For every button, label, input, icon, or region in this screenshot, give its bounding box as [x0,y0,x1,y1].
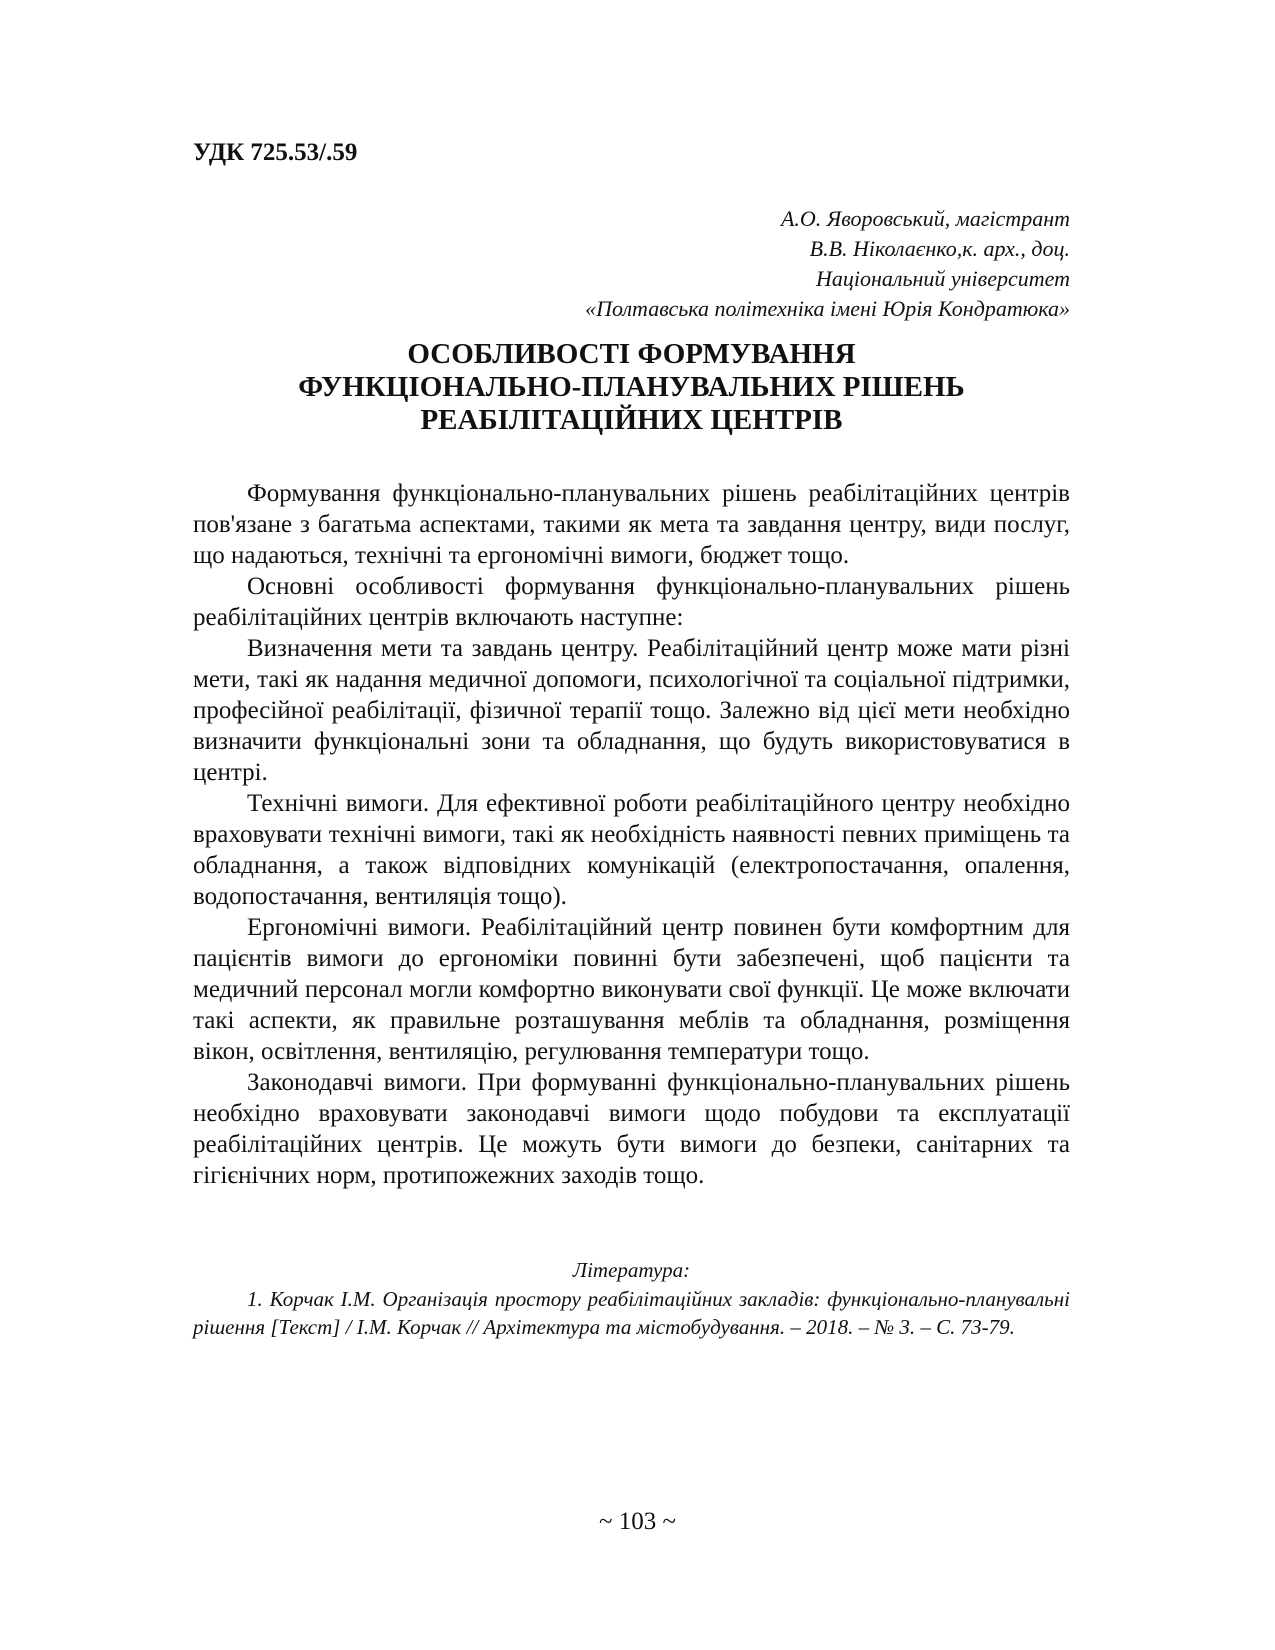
paper-title [193,338,1070,437]
references-list [193,1285,1070,1341]
paragraph: Ергономічні вимоги. Реабілітаційний центр повинен бути комфортним для пацієнтів вимоги до ергономіки повинні бути забезпечені, щоб пацієнти та медичний персонал могли комфортно виконувати свої функції. Це може включати такі аспекти, як правильне розташування меблів та обладнання, розміщення вікон, освітлення, вентиляцію, регулювання температури тощо. [193,914,1070,1065]
paragraph: Законодавчі вимоги. При формуванні функціонально-планувальних рішень необхідно враховувати законодавчі вимоги щодо побудови та експлуатації реабілітаційних центрів. Це можуть бути вимоги до безпеки, санітарних та гігієнічних норм, протипожежних заходів тощо. [193,1069,1070,1189]
page-number: ~ 103 ~ [598,1508,677,1535]
paragraph: Формування функціонально-планувальних рішень реабілітаційних центрів пов'язане з багатьма аспектами, такими як мета та завдання центру, види послуг, що надаються, технічні та ергономічні вимоги, бюджет тощо. [193,480,1070,569]
author-line: А.О. Яворовський, магістрант [780,206,1070,231]
author-block [585,204,1070,324]
title-line: ФУНКЦІОНАЛЬНО-ПЛАНУВАЛЬНИХ РІШЕНЬ [298,371,965,403]
affiliation-line: «Полтавська політехніка імені Юрія Кондратюка» [585,296,1070,321]
paragraph: Основні особливості формування функціонально-планувальних рішень реабілітаційних центрів включають наступне: [193,573,1070,631]
paragraph: Визначення мети та завдань центру. Реабілітаційний центр може мати різні мети, такі як надання медичної допомоги, психологічної та соціальної підтримки, професійної реабілітації, фізичної терапії тощо. Залежно від цієї мети необхідно визначити функціональні зони та обладнання, що будуть використовуватися в центрі. [193,635,1070,786]
references-heading: Література: [572,1258,691,1282]
paragraph: Технічні вимоги. Для ефективної роботи реабілітаційного центру необхідно враховувати технічні вимоги, такі як необхідність наявності певних приміщень та обладнання, а також відповідних комунікацій (електропостачання, опалення, водопостачання, вентиляція тощо). [193,790,1070,910]
affiliation-line: Національний університет [815,266,1070,291]
author-line: В.В. Ніколаєнко,к. арх., доц. [809,236,1070,261]
body-text [193,478,1070,1191]
title-line: ОСОБЛИВОСТІ ФОРМУВАННЯ [407,338,856,370]
udk-code: УДК 725.53/.59 [193,139,358,166]
reference-item: 1. Корчак І.М. Організація простору реабілітаційних закладів: функціонально-планувальні рішення [Текст] / І.М. Корчак // Архітектура та містобудування. – 2018. – № 3. – С. 73-79. [193,1287,1070,1339]
title-line: РЕАБІЛІТАЦІЙНИХ ЦЕНТРІВ [420,404,843,436]
